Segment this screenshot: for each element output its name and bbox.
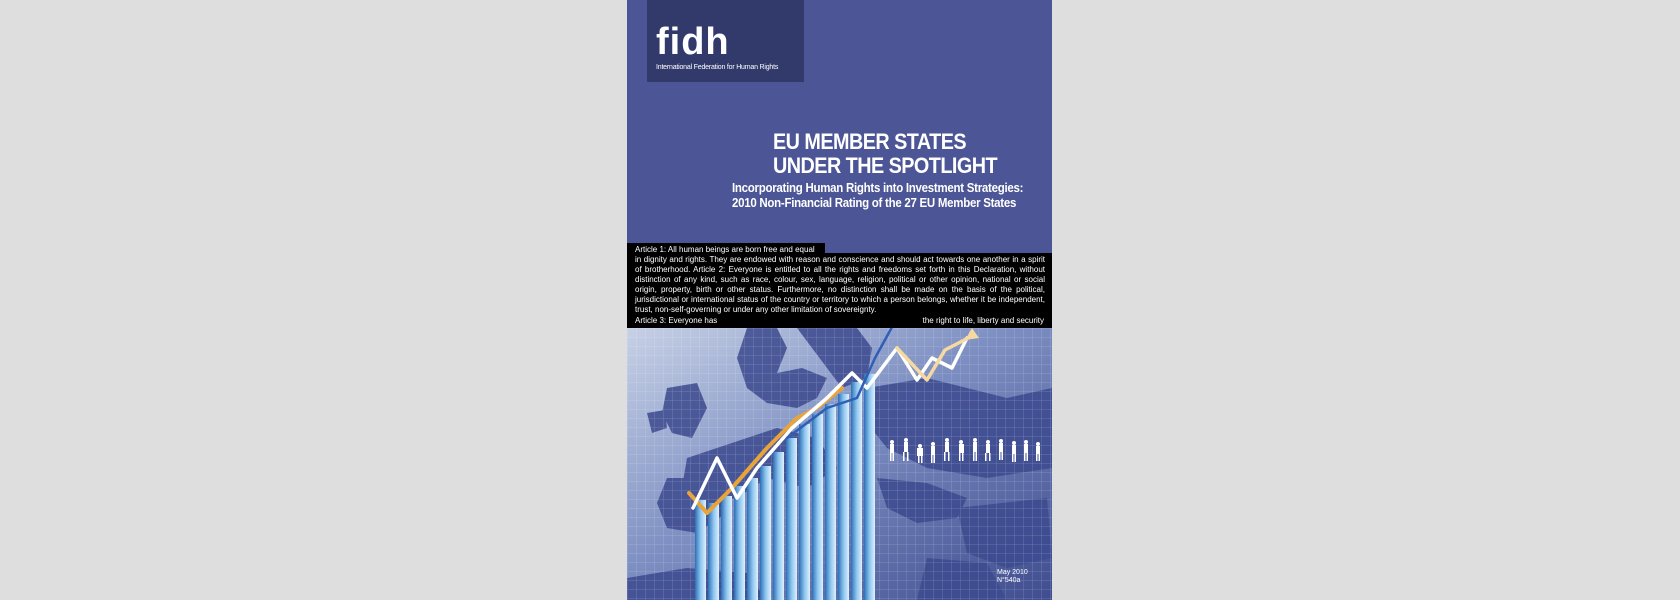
subtitle-line-1: Incorporating Human Rights into Investment Strategies: — [732, 181, 1024, 195]
article-last-left: Article 3: Everyone has — [635, 316, 718, 325]
logo-wordmark: fidh — [656, 21, 730, 63]
report-title — [773, 130, 997, 178]
report-subtitle — [732, 181, 1023, 211]
fidh-logo — [647, 0, 804, 82]
report-cover — [627, 0, 1052, 600]
subtitle-line-2: 2010 Non-Financial Rating of the 27 EU Member States — [732, 196, 1017, 210]
title-line-2: UNDER THE SPOTLIGHT — [773, 153, 998, 178]
article-first-line: Article 1: All human beings are born free and equal — [635, 245, 815, 254]
logo-tagline: International Federation for Human Rights — [656, 64, 779, 71]
title-line-1: EU MEMBER STATES — [773, 129, 967, 154]
publication-number: N°540a — [997, 577, 1021, 584]
cover-illustration — [627, 328, 1052, 600]
publication-date: May 2010 — [997, 569, 1028, 576]
article-body-text: in dignity and rights. They are endowed with reason and conscience and should act towards one another in a spirit of brotherhood. Article 2: Everyone is entitled to all the rights and freedoms set forth in this Declaration, without distinction of any kind, such as race, colour, sex, language, religion, political or other opinion, national or social origin, property, birth or other status. Furthermore, no distinction shall be made on the basis of the political, jurisdictional or international status of the country or territory to which a person belongs, whether it be independent, trust, non-self-governing or under any other limitation of sovereignty. — [635, 255, 1045, 314]
article-last-right: the right to life, liberty and security — [922, 316, 1044, 325]
